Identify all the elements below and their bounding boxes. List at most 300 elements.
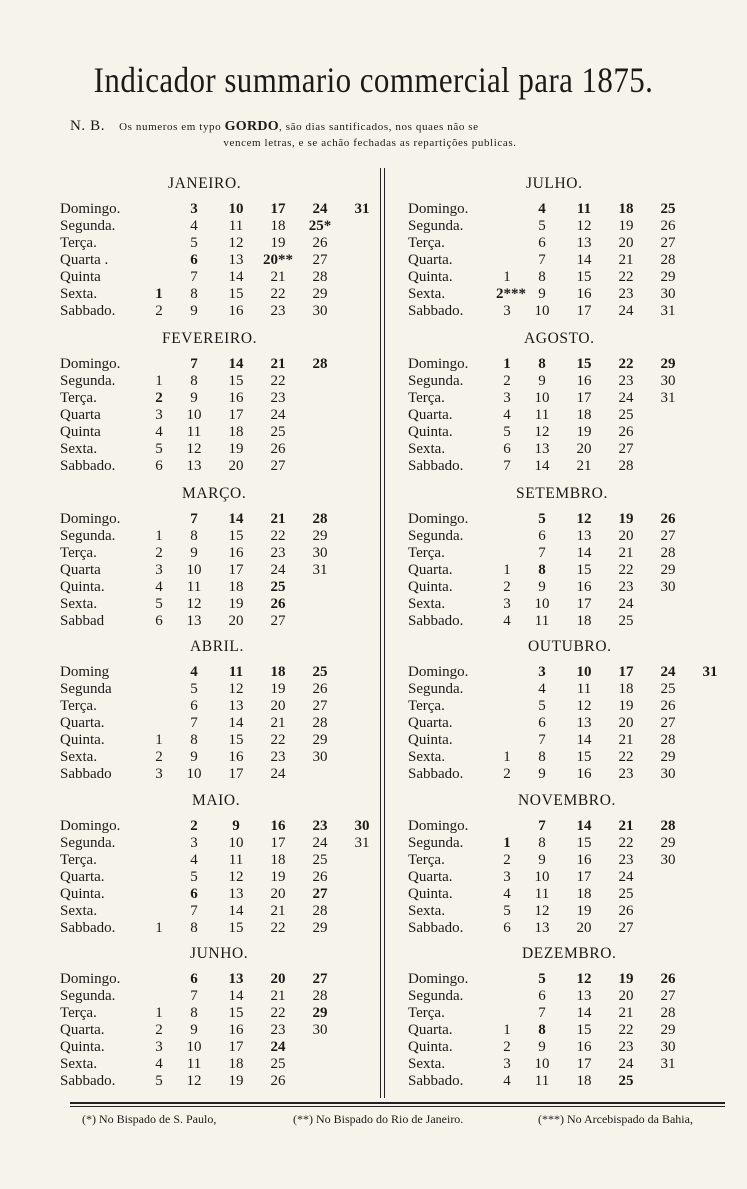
day-number: 18: [228, 424, 244, 440]
weekday-label: Sexta.: [60, 596, 98, 612]
day-number: 31: [660, 390, 676, 406]
month-block: [408, 485, 718, 635]
weekday-label: Sabbado.: [408, 613, 464, 629]
weekday-label: Terça.: [60, 545, 97, 561]
weekday-row: [60, 818, 370, 835]
day-number: 22: [270, 528, 286, 544]
day-number: 30: [354, 818, 370, 834]
day-number: 22: [270, 1005, 286, 1021]
day-number: 17: [576, 869, 592, 885]
day-number: 5: [155, 596, 163, 612]
weekday-row: [408, 766, 718, 783]
weekday-label: Sabbado.: [60, 920, 116, 936]
weekday-label: Terça.: [408, 545, 445, 561]
day-number: 22: [618, 1022, 634, 1038]
weekday-row: [60, 356, 370, 373]
day-number: 28: [660, 732, 676, 748]
day-number: 30: [660, 286, 676, 302]
day-number: 20: [576, 441, 592, 457]
day-number: 7: [538, 252, 546, 268]
month-block: [60, 638, 370, 788]
day-number: 25: [618, 1073, 634, 1089]
day-number: 29: [312, 1005, 328, 1021]
month-name: OUTUBRO.: [528, 638, 612, 655]
day-number: 26: [270, 441, 286, 457]
day-number: 2: [503, 766, 511, 782]
day-number: 28: [660, 818, 676, 834]
month-name: FEVEREIRO.: [162, 330, 258, 347]
weekday-label: Quinta: [60, 424, 101, 440]
weekday-label: Quinta: [60, 269, 101, 285]
day-number: 16: [228, 749, 244, 765]
day-number: 1: [155, 1005, 163, 1021]
day-number: 22: [618, 269, 634, 285]
month-block: [408, 175, 718, 325]
day-number: 17: [270, 835, 286, 851]
day-number: 15: [228, 1005, 244, 1021]
day-number: 7: [538, 818, 546, 834]
weekday-row: [60, 1073, 370, 1090]
day-number: 16: [228, 390, 244, 406]
day-number: 28: [660, 252, 676, 268]
day-number: 4: [190, 664, 198, 680]
day-number: 14: [576, 732, 592, 748]
day-number: 30: [660, 852, 676, 868]
day-number: 13: [576, 988, 592, 1004]
weekday-label: Domingo.: [60, 201, 121, 217]
day-number: 22: [270, 286, 286, 302]
footnote-1: (*) No Bispado de S. Paulo,: [82, 1112, 217, 1126]
month-block: [408, 792, 718, 942]
day-number: 28: [660, 545, 676, 561]
day-number: 18: [576, 1073, 592, 1089]
day-number: 13: [186, 613, 202, 629]
day-number: 7: [190, 988, 198, 1004]
day-number: 6: [190, 252, 198, 268]
weekday-label: Sabbado.: [408, 1073, 464, 1089]
day-number: 16: [576, 766, 592, 782]
day-number: 15: [576, 356, 592, 372]
day-number: 29: [660, 835, 676, 851]
day-number: 5: [538, 218, 546, 234]
day-number: 3: [538, 664, 546, 680]
weekday-label: Sabbad: [60, 613, 105, 629]
month-block: [408, 330, 718, 480]
day-number: 20: [618, 715, 634, 731]
day-number: 27: [270, 613, 286, 629]
weekday-row: [60, 458, 370, 475]
day-number: 11: [576, 201, 592, 217]
day-number: 16: [576, 579, 592, 595]
day-number: 30: [312, 749, 328, 765]
day-number: 6: [538, 528, 546, 544]
day-number: 18: [576, 407, 592, 423]
weekday-row: [60, 920, 370, 937]
day-number: 29: [312, 286, 328, 302]
weekday-row: [408, 528, 718, 545]
day-number: 12: [186, 441, 202, 457]
day-number: 28: [312, 356, 328, 372]
day-number: 16: [228, 545, 244, 561]
day-number: 16: [270, 818, 286, 834]
day-number: 7: [190, 356, 198, 372]
note-line2: vencem letras, e se achão fechadas as repartições publicas.: [223, 137, 517, 149]
day-number: 17: [228, 1039, 244, 1055]
day-number: 5: [190, 681, 198, 697]
weekday-row: [60, 869, 370, 886]
day-number: 8: [538, 1022, 546, 1038]
day-number: 13: [228, 971, 244, 987]
day-number: 28: [660, 1005, 676, 1021]
day-number: 19: [228, 1073, 244, 1089]
day-number: 8: [538, 749, 546, 765]
weekday-row: [408, 1073, 718, 1090]
day-number: 24: [618, 303, 634, 319]
weekday-row: [408, 681, 718, 698]
weekday-label: Terça.: [60, 852, 97, 868]
day-number: 20: [618, 988, 634, 1004]
weekday-row: [408, 715, 718, 732]
day-number: 24: [618, 869, 634, 885]
day-number: 7: [190, 269, 198, 285]
weekday-row: [408, 749, 718, 766]
weekday-label: Quarta: [60, 562, 101, 578]
day-number: 4: [503, 886, 511, 902]
day-number: 14: [228, 269, 244, 285]
day-number: 28: [618, 458, 634, 474]
day-number: 1: [155, 286, 163, 302]
day-number: 2: [190, 818, 198, 834]
weekday-row: [60, 903, 370, 920]
weekday-label: Segunda.: [408, 988, 464, 1004]
weekday-label: Terça.: [60, 235, 97, 251]
weekday-row: [60, 201, 370, 218]
day-number: 11: [186, 579, 202, 595]
day-number: 10: [186, 407, 202, 423]
weekday-label: Terça.: [408, 852, 445, 868]
weekday-row: [60, 698, 370, 715]
weekday-label: Segunda.: [60, 528, 116, 544]
day-number: 13: [576, 235, 592, 251]
day-number: 10: [186, 562, 202, 578]
day-number: 20: [270, 698, 286, 714]
day-number: 26: [618, 424, 634, 440]
day-number: 27: [312, 971, 328, 987]
day-number: 6: [190, 971, 198, 987]
weekday-row: [60, 1005, 370, 1022]
day-number: 26: [618, 903, 634, 919]
day-number: 8: [190, 528, 198, 544]
day-number: 29: [660, 1022, 676, 1038]
day-number: 15: [576, 1022, 592, 1038]
weekday-label: Sexta.: [408, 749, 446, 765]
day-number: 27: [270, 458, 286, 474]
day-number: 24: [312, 835, 328, 851]
nota-bene: [70, 118, 710, 151]
day-number: 24: [618, 390, 634, 406]
day-number: 30: [660, 579, 676, 595]
weekday-label: Terça.: [60, 698, 97, 714]
weekday-row: [408, 988, 718, 1005]
day-number: 9: [538, 852, 546, 868]
footnote-3: (***) No Arcebispado da Bahia,: [538, 1112, 693, 1126]
day-number: 10: [534, 869, 550, 885]
day-number: 27: [618, 441, 634, 457]
day-number: 6: [155, 613, 163, 629]
day-number: 24: [270, 407, 286, 423]
month-name: DEZEMBRO.: [522, 945, 617, 962]
day-number: 30: [660, 1039, 676, 1055]
day-number: 21: [270, 903, 286, 919]
day-number: 30: [660, 766, 676, 782]
day-number: 2: [155, 1022, 163, 1038]
day-number: 14: [576, 1005, 592, 1021]
day-number: 19: [618, 971, 634, 987]
day-number: 12: [534, 424, 550, 440]
weekday-row: [408, 218, 718, 235]
day-number: 21: [576, 458, 592, 474]
day-number: 13: [228, 698, 244, 714]
day-number: 14: [228, 511, 244, 527]
weekday-row: [408, 852, 718, 869]
day-number: 22: [618, 835, 634, 851]
weekday-label: Sexta.: [60, 903, 98, 919]
day-number: 5: [538, 511, 546, 527]
weekday-row: [408, 835, 718, 852]
weekday-label: Terça.: [60, 390, 97, 406]
weekday-label: Sexta.: [408, 286, 446, 302]
day-number: 21: [618, 818, 634, 834]
day-number: 11: [576, 681, 592, 697]
day-number: 5: [190, 869, 198, 885]
weekday-label: Sabbado: [60, 766, 112, 782]
day-number: 7: [538, 732, 546, 748]
weekday-label: Quarta.: [408, 715, 453, 731]
day-number: 19: [576, 424, 592, 440]
day-number: 15: [228, 732, 244, 748]
weekday-row: [60, 749, 370, 766]
day-number: 11: [534, 1073, 550, 1089]
weekday-row: [408, 373, 718, 390]
day-number: 8: [190, 920, 198, 936]
day-number: 25: [312, 852, 328, 868]
day-number: 23: [618, 852, 634, 868]
day-number: 9: [538, 766, 546, 782]
weekday-label: Quarta.: [408, 252, 453, 268]
month-block: [60, 945, 370, 1095]
day-number: 28: [312, 269, 328, 285]
day-number: 17: [576, 390, 592, 406]
day-number: 2: [155, 749, 163, 765]
day-number: 26: [312, 681, 328, 697]
day-number: 3: [155, 766, 163, 782]
day-number: 13: [576, 715, 592, 731]
day-number: 14: [576, 818, 592, 834]
weekday-row: [60, 596, 370, 613]
weekday-row: [60, 511, 370, 528]
day-number: 20: [576, 920, 592, 936]
day-number: 14: [228, 988, 244, 1004]
day-number: 12: [576, 971, 592, 987]
weekday-label: Terça.: [60, 1005, 97, 1021]
weekday-label: Segunda.: [408, 835, 464, 851]
weekday-label: Quarta.: [60, 715, 105, 731]
weekday-row: [60, 1056, 370, 1073]
day-number: 2: [503, 852, 511, 868]
weekday-row: [60, 971, 370, 988]
weekday-label: Quarta.: [408, 1022, 453, 1038]
month-name: SETEMBRO.: [516, 485, 608, 502]
day-number: 4: [190, 218, 198, 234]
day-number: 3: [503, 596, 511, 612]
column-divider: [384, 168, 385, 1098]
day-number: 9: [538, 1039, 546, 1055]
weekday-row: [60, 766, 370, 783]
footer-rule: [70, 1106, 725, 1107]
weekday-row: [408, 201, 718, 218]
note-bold-word: GORDO: [224, 119, 279, 134]
day-number: 10: [576, 664, 592, 680]
weekday-label: Segunda: [60, 681, 112, 697]
weekday-row: [408, 1022, 718, 1039]
weekday-row: [60, 715, 370, 732]
weekday-row: [408, 390, 718, 407]
day-number: 21: [270, 988, 286, 1004]
day-number: 7: [503, 458, 511, 474]
day-number: 31: [354, 835, 370, 851]
day-number: 18: [618, 201, 634, 217]
day-number: 1: [503, 356, 511, 372]
day-number: 18: [576, 886, 592, 902]
weekday-label: Quinta.: [60, 1039, 105, 1055]
day-number: 27: [618, 920, 634, 936]
weekday-row: [60, 852, 370, 869]
day-number: 13: [186, 458, 202, 474]
day-number: 7: [538, 545, 546, 561]
day-number: 2: [155, 303, 163, 319]
weekday-label: Doming: [60, 664, 110, 680]
day-number: 5: [155, 1073, 163, 1089]
day-number: 13: [228, 886, 244, 902]
day-number: 19: [270, 869, 286, 885]
day-number: 17: [576, 303, 592, 319]
weekday-row: [408, 511, 718, 528]
day-number: 23: [618, 766, 634, 782]
weekday-label: Quinta.: [60, 579, 105, 595]
weekday-row: [408, 252, 718, 269]
day-number: 24: [270, 766, 286, 782]
day-number: 27: [312, 252, 328, 268]
month-name: AGOSTO.: [524, 330, 595, 347]
day-number: 25: [270, 1056, 286, 1072]
day-number: 27: [312, 698, 328, 714]
day-number: 12: [228, 235, 244, 251]
day-number: 18: [576, 613, 592, 629]
weekday-row: [408, 818, 718, 835]
day-number: 8: [538, 835, 546, 851]
weekday-row: [60, 218, 370, 235]
day-number: 30: [660, 373, 676, 389]
day-number: 26: [270, 1073, 286, 1089]
day-number: 10: [186, 1039, 202, 1055]
day-number: 7: [190, 903, 198, 919]
day-number: 26: [660, 971, 676, 987]
day-number: 9: [538, 286, 546, 302]
weekday-row: [60, 1022, 370, 1039]
day-number: 25: [618, 886, 634, 902]
weekday-label: Sexta.: [408, 596, 446, 612]
weekday-row: [60, 681, 370, 698]
day-number: 30: [312, 1022, 328, 1038]
day-number: 29: [312, 732, 328, 748]
day-number: 16: [228, 303, 244, 319]
day-number: 20: [618, 235, 634, 251]
day-number: 6: [538, 235, 546, 251]
weekday-row: [408, 698, 718, 715]
note-part2: , são dias santificados, nos quaes não se: [279, 121, 479, 133]
weekday-row: [60, 545, 370, 562]
weekday-row: [408, 269, 718, 286]
day-number: 22: [270, 732, 286, 748]
day-number: 11: [228, 218, 244, 234]
day-number: 17: [228, 407, 244, 423]
weekday-label: Quinta.: [408, 579, 453, 595]
day-number: 1: [155, 373, 163, 389]
day-number: 26: [660, 218, 676, 234]
weekday-row: [408, 596, 718, 613]
day-number: 8: [190, 373, 198, 389]
day-number: 5: [503, 903, 511, 919]
day-number: 10: [228, 835, 244, 851]
day-number: 11: [534, 407, 550, 423]
weekday-label: Segunda.: [408, 373, 464, 389]
day-number: 26: [312, 869, 328, 885]
day-number: 23: [270, 1022, 286, 1038]
day-number: 12: [228, 681, 244, 697]
day-number: 6: [190, 698, 198, 714]
day-number: 1: [503, 835, 511, 851]
day-number: 28: [312, 988, 328, 1004]
day-number: 26: [312, 235, 328, 251]
day-number: 20: [270, 886, 286, 902]
day-number: 16: [228, 1022, 244, 1038]
weekday-row: [408, 1056, 718, 1073]
day-number: 15: [228, 373, 244, 389]
day-number: 6: [503, 920, 511, 936]
note-part1: Os numeros em typo: [119, 121, 222, 133]
day-number: 8: [538, 356, 546, 372]
day-number: 21: [618, 252, 634, 268]
day-number: 12: [186, 596, 202, 612]
day-number: 19: [576, 903, 592, 919]
day-number: 17: [270, 201, 286, 217]
day-number: 23: [618, 1039, 634, 1055]
weekday-label: Quinta.: [408, 1039, 453, 1055]
day-number: 9: [190, 303, 198, 319]
day-number: 21: [618, 545, 634, 561]
weekday-label: Sabbado.: [408, 766, 464, 782]
weekday-label: Quarta.: [60, 1022, 105, 1038]
weekday-label: Segunda.: [408, 218, 464, 234]
day-number: 5: [190, 235, 198, 251]
day-number: 24: [270, 562, 286, 578]
weekday-row: [60, 835, 370, 852]
weekday-row: [60, 286, 370, 303]
weekday-label: Domingo.: [408, 356, 469, 372]
weekday-label: Sexta.: [60, 749, 98, 765]
day-number: 3: [503, 303, 511, 319]
day-number: 23: [270, 390, 286, 406]
